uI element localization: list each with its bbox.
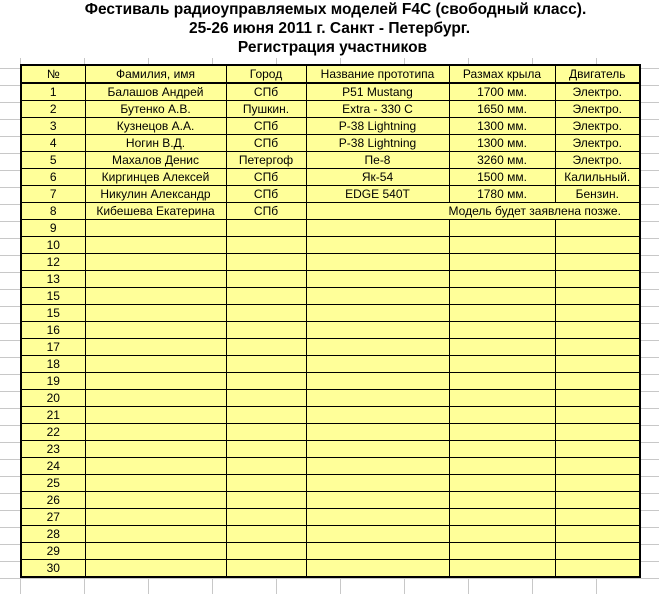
cell-city[interactable] — [226, 424, 306, 441]
cell-number[interactable]: 4 — [21, 135, 85, 152]
cell-prototype[interactable] — [306, 560, 449, 578]
cell-number[interactable]: 12 — [21, 254, 85, 271]
table-row — [21, 441, 640, 458]
cell-number[interactable]: 29 — [21, 543, 85, 560]
cell-prototype[interactable]: P-38 Lightning — [306, 118, 449, 135]
cell-city[interactable]: Петергоф — [226, 152, 306, 169]
table-row — [21, 83, 640, 101]
cell-engine[interactable] — [555, 288, 640, 305]
cell-number[interactable]: 6 — [21, 169, 85, 186]
header-cell-engine[interactable]: Двигатель — [555, 65, 640, 83]
table-row — [21, 407, 640, 424]
cell-engine[interactable] — [555, 424, 640, 441]
cell-city[interactable]: СПб — [226, 169, 306, 186]
table-row — [21, 492, 640, 509]
cell-name[interactable] — [85, 271, 226, 288]
cell-prototype[interactable] — [306, 271, 449, 288]
cell-name[interactable] — [85, 492, 226, 509]
cell-name[interactable] — [85, 526, 226, 543]
cell-name[interactable] — [85, 305, 226, 322]
cell-prototype[interactable]: P51 Mustang — [306, 83, 449, 101]
cell-engine[interactable]: Электро. — [555, 135, 640, 152]
cell-prototype[interactable] — [306, 407, 449, 424]
header-cell-city[interactable]: Город — [226, 65, 306, 83]
cell-engine[interactable] — [555, 441, 640, 458]
cell-engine[interactable] — [555, 373, 640, 390]
cell-wingspan[interactable]: 1300 мм. — [449, 135, 555, 152]
cell-wingspan[interactable]: 1500 мм. — [449, 169, 555, 186]
table-row — [21, 390, 640, 407]
table-row — [21, 271, 640, 288]
cell-name[interactable] — [85, 237, 226, 254]
cell-name[interactable] — [85, 407, 226, 424]
cell-name[interactable] — [85, 441, 226, 458]
cell-wingspan[interactable] — [449, 373, 555, 390]
cell-name[interactable]: Балашов Андрей — [85, 83, 226, 101]
cell-number[interactable]: 22 — [21, 424, 85, 441]
cell-name[interactable]: Никулин Александр — [85, 186, 226, 203]
table-row — [21, 254, 640, 271]
cell-city[interactable] — [226, 390, 306, 407]
table-row — [21, 118, 640, 135]
table-row — [21, 220, 640, 237]
table-row — [21, 509, 640, 526]
cell-wingspan[interactable] — [449, 458, 555, 475]
header-cell-number[interactable]: № — [21, 65, 85, 83]
cell-city[interactable] — [226, 271, 306, 288]
table-row — [21, 169, 640, 186]
table-row — [21, 203, 640, 220]
cell-wingspan[interactable] — [449, 475, 555, 492]
cell-name[interactable] — [85, 220, 226, 237]
table-row — [21, 356, 640, 373]
cell-engine[interactable] — [555, 254, 640, 271]
header-row — [21, 65, 640, 83]
table-row — [21, 152, 640, 169]
table-row — [21, 339, 640, 356]
table-row — [21, 373, 640, 390]
cell-city[interactable] — [226, 509, 306, 526]
festival-title: Фестиваль радиоуправляемых моделей F4C (свободный класс). — [84, 1, 587, 18]
cell-wingspan[interactable] — [449, 254, 555, 271]
cell-city[interactable] — [226, 492, 306, 509]
cell-engine[interactable] — [555, 458, 640, 475]
cell-number[interactable]: 30 — [21, 560, 85, 578]
table-row — [21, 305, 640, 322]
cell-wingspan[interactable] — [449, 441, 555, 458]
cell-wingspan[interactable] — [449, 305, 555, 322]
cell-engine[interactable] — [555, 220, 640, 237]
event-date-location: 25-26 июня 2011 г. Санкт - Петербург. — [188, 20, 471, 37]
cell-wingspan[interactable] — [449, 424, 555, 441]
cell-prototype[interactable] — [306, 220, 449, 237]
cell-wingspan[interactable] — [449, 339, 555, 356]
cell-prototype[interactable] — [306, 288, 449, 305]
cell-engine[interactable]: Калильный. — [555, 169, 640, 186]
cell-wingspan[interactable]: 1780 мм. — [449, 186, 555, 203]
cell-wingspan[interactable] — [449, 492, 555, 509]
cell-city[interactable]: СПб — [226, 186, 306, 203]
table-row — [21, 186, 640, 203]
table-row — [21, 322, 640, 339]
cell-number[interactable]: 5 — [21, 152, 85, 169]
cell-engine[interactable]: Электро. — [555, 101, 640, 118]
cell-number[interactable]: 19 — [21, 373, 85, 390]
cell-prototype[interactable]: P-38 Lightning — [306, 135, 449, 152]
cell-name[interactable]: Бутенко А.В. — [85, 101, 226, 118]
cell-number[interactable]: 26 — [21, 492, 85, 509]
cell-number[interactable]: 8 — [21, 203, 85, 220]
cell-name[interactable] — [85, 475, 226, 492]
cell-wingspan[interactable]: 1700 мм. — [449, 83, 555, 101]
cell-city[interactable]: СПб — [226, 203, 306, 220]
cell-engine[interactable] — [555, 390, 640, 407]
cell-city[interactable] — [226, 288, 306, 305]
header-cell-prototype[interactable]: Название прототипа — [306, 65, 449, 83]
cell-city[interactable] — [226, 356, 306, 373]
cell-name[interactable]: Ногин В.Д. — [85, 135, 226, 152]
table-row — [21, 237, 640, 254]
cell-number[interactable]: 3 — [21, 118, 85, 135]
table-row — [21, 135, 640, 152]
cell-name[interactable] — [85, 458, 226, 475]
cell-wingspan[interactable]: 3260 мм. — [449, 152, 555, 169]
cell-engine[interactable] — [555, 237, 640, 254]
cell-city[interactable] — [226, 237, 306, 254]
cell-name[interactable] — [85, 322, 226, 339]
cell-engine[interactable] — [555, 271, 640, 288]
cell-city[interactable]: СПб — [226, 83, 306, 101]
cell-number[interactable]: 27 — [21, 509, 85, 526]
title-block — [0, 0, 659, 58]
cell-number[interactable]: 1 — [21, 83, 85, 101]
cell-engine[interactable] — [555, 475, 640, 492]
registration-table — [20, 64, 641, 578]
cell-wingspan[interactable]: 1300 мм. — [449, 118, 555, 135]
cell-city[interactable] — [226, 305, 306, 322]
cell-city[interactable] — [226, 220, 306, 237]
cell-name[interactable] — [85, 288, 226, 305]
table-row — [21, 560, 640, 578]
table-row — [21, 475, 640, 492]
cell-number[interactable]: 16 — [21, 322, 85, 339]
cell-prototype[interactable] — [306, 526, 449, 543]
cell-city[interactable] — [226, 322, 306, 339]
cell-number[interactable]: 13 — [21, 271, 85, 288]
cell-number[interactable]: 17 — [21, 339, 85, 356]
cell-name[interactable] — [85, 543, 226, 560]
table-row — [21, 424, 640, 441]
cell-prototype[interactable] — [306, 492, 449, 509]
cell-engine[interactable] — [555, 509, 640, 526]
cell-prototype[interactable] — [306, 458, 449, 475]
cell-number[interactable]: 15 — [21, 305, 85, 322]
cell-engine[interactable] — [555, 492, 640, 509]
cell-name[interactable] — [85, 373, 226, 390]
cell-prototype[interactable] — [306, 509, 449, 526]
cell-name[interactable] — [85, 254, 226, 271]
cell-wingspan[interactable] — [449, 526, 555, 543]
cell-name[interactable] — [85, 390, 226, 407]
cell-wingspan[interactable] — [449, 390, 555, 407]
cell-number[interactable]: 18 — [21, 356, 85, 373]
cell-prototype[interactable] — [306, 390, 449, 407]
cell-city[interactable] — [226, 526, 306, 543]
cell-wingspan[interactable] — [449, 509, 555, 526]
cell-city[interactable] — [226, 373, 306, 390]
cell-engine[interactable] — [555, 560, 640, 578]
cell-city[interactable] — [226, 407, 306, 424]
cell-wingspan[interactable] — [449, 322, 555, 339]
note-text: Модель будет заявлена позже. — [448, 204, 621, 218]
cell-number[interactable]: 20 — [21, 390, 85, 407]
cell-wingspan[interactable] — [449, 560, 555, 578]
cell-wingspan[interactable] — [449, 271, 555, 288]
cell-number[interactable]: 24 — [21, 458, 85, 475]
cell-name[interactable] — [85, 424, 226, 441]
table-row — [21, 526, 640, 543]
cell-number[interactable]: 15 — [21, 288, 85, 305]
cell-number[interactable]: 10 — [21, 237, 85, 254]
cell-name[interactable]: Махалов Денис — [85, 152, 226, 169]
registration-heading: Регистрация участников — [237, 39, 428, 56]
cell-engine[interactable]: Электро. — [555, 83, 640, 101]
table-row — [21, 458, 640, 475]
table-row — [21, 101, 640, 118]
cell-engine[interactable] — [555, 339, 640, 356]
header-cell-name[interactable]: Фамилия, имя — [85, 65, 226, 83]
header-cell-wingspan[interactable]: Размах крыла — [449, 65, 555, 83]
cell-wingspan[interactable] — [449, 237, 555, 254]
table-row — [21, 543, 640, 560]
cell-engine[interactable] — [555, 305, 640, 322]
cell-prototype[interactable] — [306, 373, 449, 390]
cell-prototype[interactable]: EDGE 540T — [306, 186, 449, 203]
cell-wingspan[interactable] — [449, 407, 555, 424]
cell-engine[interactable] — [555, 543, 640, 560]
cell-city[interactable] — [226, 475, 306, 492]
cell-prototype[interactable] — [306, 543, 449, 560]
cell-engine[interactable]: Электро. — [555, 152, 640, 169]
cell-name[interactable] — [85, 560, 226, 578]
cell-engine[interactable] — [555, 526, 640, 543]
cell-note[interactable] — [306, 203, 640, 220]
cell-wingspan[interactable] — [449, 288, 555, 305]
cell-number[interactable]: 23 — [21, 441, 85, 458]
cell-city[interactable] — [226, 254, 306, 271]
cell-prototype[interactable] — [306, 305, 449, 322]
cell-engine[interactable] — [555, 407, 640, 424]
cell-prototype[interactable] — [306, 339, 449, 356]
cell-city[interactable] — [226, 458, 306, 475]
cell-engine[interactable] — [555, 322, 640, 339]
table-body — [21, 83, 640, 577]
cell-prototype[interactable] — [306, 475, 449, 492]
cell-number[interactable]: 9 — [21, 220, 85, 237]
cell-wingspan[interactable] — [449, 543, 555, 560]
cell-name[interactable] — [85, 339, 226, 356]
cell-prototype[interactable] — [306, 424, 449, 441]
cell-wingspan[interactable]: 1650 мм. — [449, 101, 555, 118]
cell-number[interactable]: 2 — [21, 101, 85, 118]
cell-engine[interactable] — [555, 356, 640, 373]
cell-wingspan[interactable] — [449, 356, 555, 373]
cell-city[interactable]: СПб — [226, 118, 306, 135]
cell-prototype[interactable] — [306, 237, 449, 254]
cell-name[interactable]: Киргинцев Алексей — [85, 169, 226, 186]
cell-name[interactable] — [85, 509, 226, 526]
cell-city[interactable] — [226, 339, 306, 356]
cell-wingspan[interactable] — [449, 220, 555, 237]
cell-name[interactable]: Кибешева Екатерина — [85, 203, 226, 220]
cell-prototype[interactable] — [306, 356, 449, 373]
cell-number[interactable]: 7 — [21, 186, 85, 203]
cell-name[interactable] — [85, 356, 226, 373]
cell-city[interactable]: СПб — [226, 135, 306, 152]
cell-number[interactable]: 25 — [21, 475, 85, 492]
table-row — [21, 288, 640, 305]
cell-number[interactable]: 28 — [21, 526, 85, 543]
cell-engine[interactable]: Бензин. — [555, 186, 640, 203]
cell-city[interactable] — [226, 441, 306, 458]
cell-engine[interactable]: Электро. — [555, 118, 640, 135]
cell-number[interactable]: 21 — [21, 407, 85, 424]
cell-prototype[interactable]: Як-54 — [306, 169, 449, 186]
cell-city[interactable] — [226, 543, 306, 560]
cell-prototype[interactable] — [306, 254, 449, 271]
cell-city[interactable]: Пушкин. — [226, 101, 306, 118]
cell-prototype[interactable]: Пе-8 — [306, 152, 449, 169]
cell-city[interactable] — [226, 560, 306, 578]
cell-prototype[interactable]: Extra - 330 C — [306, 101, 449, 118]
cell-prototype[interactable] — [306, 441, 449, 458]
cell-name[interactable]: Кузнецов А.А. — [85, 118, 226, 135]
cell-prototype[interactable] — [306, 322, 449, 339]
